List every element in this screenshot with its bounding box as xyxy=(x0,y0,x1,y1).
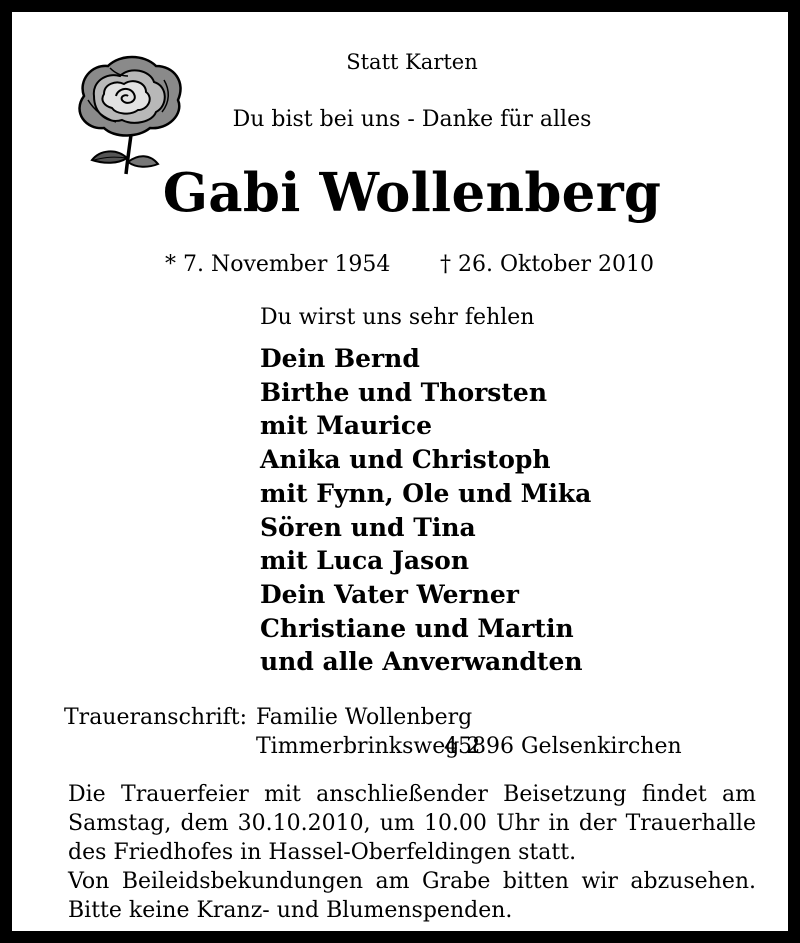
mourner-name: mit Maurice xyxy=(260,411,433,441)
notice-line: des Friedhofes in Hassel-Oberfeldingen statt. xyxy=(68,840,577,865)
farewell-line: Du wirst uns sehr fehlen xyxy=(260,305,535,330)
mourner-name: Sören und Tina xyxy=(260,512,476,542)
motto-line: Du bist bei uns - Danke für alles xyxy=(232,107,592,132)
mourners-list xyxy=(260,342,591,679)
address-street: Timmerbrinksweg 2 xyxy=(256,734,481,759)
address-family: Familie Wollenberg xyxy=(256,705,473,730)
deceased-name: Gabi Wollenberg xyxy=(162,162,662,224)
mourner-name: Birthe und Thorsten xyxy=(260,377,547,407)
mourner-name: mit Fynn, Ole und Mika xyxy=(260,478,592,508)
address-city: 45896 Gelsenkirchen xyxy=(444,734,682,759)
mourner-name: mit Luca Jason xyxy=(260,546,470,576)
notice-line: Die Trauerfeier mit anschließender Beisetzung findet am xyxy=(68,782,756,807)
address-label: Traueranschrift: xyxy=(64,705,248,730)
mourner-name: Christiane und Martin xyxy=(260,613,574,643)
mourner-name: Dein Bernd xyxy=(260,344,420,373)
mourner-name: Anika und Christoph xyxy=(260,445,551,475)
death-date: † 26. Oktober 2010 xyxy=(440,252,655,277)
notice-line: Samstag, dem 30.10.2010, um 10.00 Uhr in der Trauerhalle xyxy=(68,811,756,836)
notice-line: Bitte keine Kranz- und Blumenspenden. xyxy=(68,898,513,923)
birth-date: * 7. November 1954 xyxy=(165,252,391,277)
mourner-name: und alle Anverwandten xyxy=(260,647,583,677)
statt-karten-line: Statt Karten xyxy=(346,50,478,74)
mourner-name: Dein Vater Werner xyxy=(260,579,519,609)
notice-line: Von Beileidsbekundungen am Grabe bitten wir abzusehen. xyxy=(68,869,756,894)
